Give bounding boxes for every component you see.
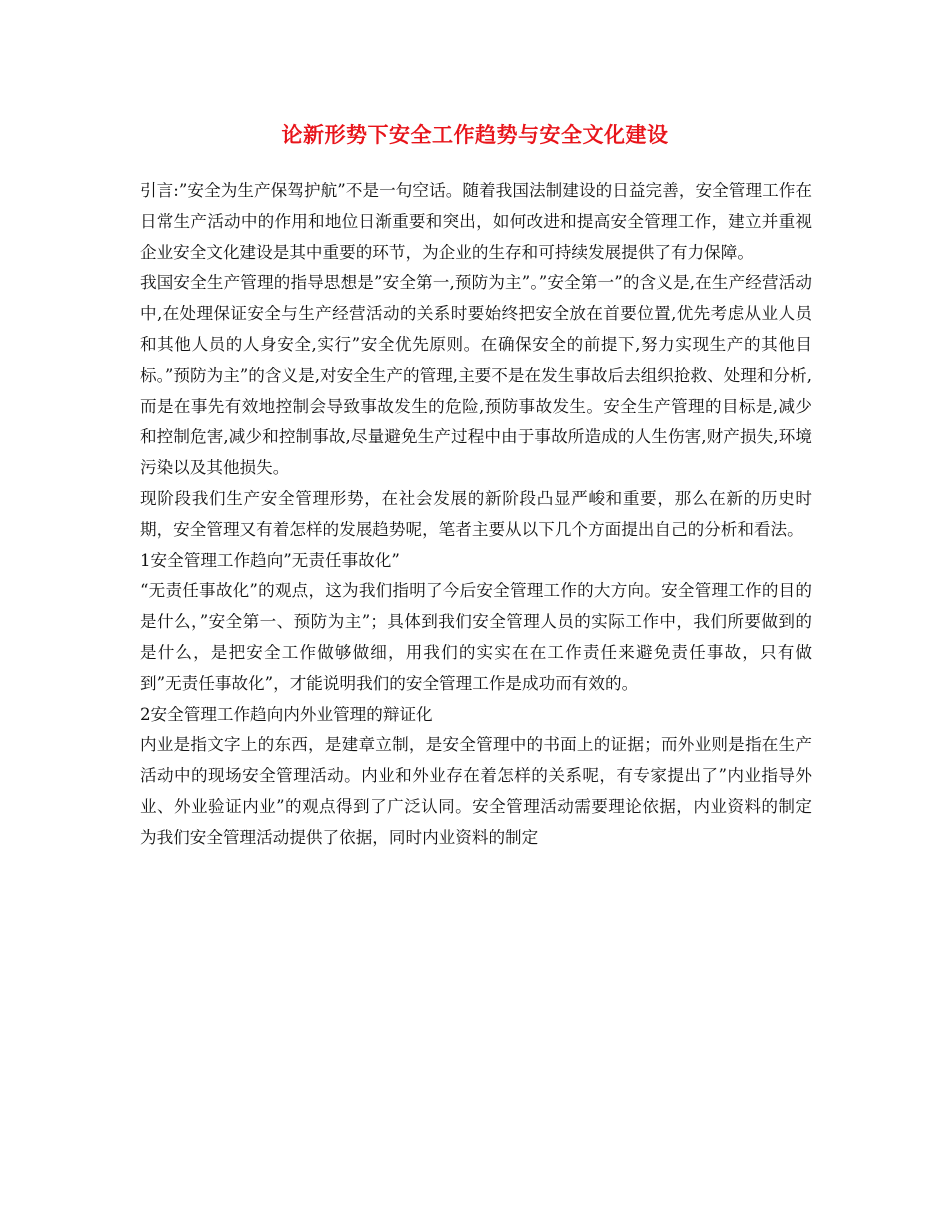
current-situation-paragraph: 现阶段我们生产安全管理形势，在社会发展的新阶段凸显严峻和重要，那么在新的历史时期，安全管理又有着怎样的发展趋势呢，笔者主要从以下几个方面提出自己的分析和看法。	[140, 488, 812, 539]
section-1-paragraph: “无责任事故化”的观点，这为我们指明了今后安全管理工作的大方向。安全管理工作的目的是什么，”安全第一、预防为主”；具体到我们安全管理人员的实际工作中，我们所要做到的是什么，是把安全工作做够做细，用我们的实实在在工作责任来避免责任事故，只有做到”无责任事故化”，才能说明我们的安全管理工作是成功而有效的。	[140, 581, 812, 693]
document-title: 论新形势下安全工作趋势与安全文化建设	[281, 123, 669, 147]
intro-paragraph: 引言:”安全为生产保驾护航”不是一句空话。随着我国法制建设的日益完善，安全管理工作在日常生产活动中的作用和地位日渐重要和突出，如何改进和提高安全管理工作，建立并重视企业安全文化建设是其中重要的环节，为企业的生存和可持续发展提供了有力保障。	[140, 181, 812, 262]
section-heading-1: 1安全管理工作趋向”无责任事故化”	[140, 550, 400, 570]
guiding-principle-paragraph: 我国安全生产管理的指导思想是”安全第一,预防为主”。”安全第一”的含义是,在生产经营活动中,在处理保证安全与生产经营活动的关系时要始终把安全放在首要位置,优先考虑从业人员和其他人员的人身安全,实行”安全优先原则。在确保安全的前提下,努力实现生产的其他目标。”预防为主”的含义是,对安全生产的管理,主要不是在发生事故后去组织抢救、处理和分析,而是在事先有效地控制会导致事故发生的危险,预防事故发生。安全生产管理的目标是,减少和控制危害,减少和控制事故,尽量避免生产过程中由于事故所造成的人生伤害,财产损失,环境污染以及其他损失。	[140, 273, 812, 478]
document-body	[140, 176, 812, 854]
section-heading-2: 2安全管理工作趋向内外业管理的辩证化	[140, 704, 433, 724]
section-2-paragraph: 内业是指文字上的东西，是建章立制，是安全管理中的书面上的证据；而外业则是指在生产活动中的现场安全管理活动。内业和外业存在着怎样的关系呢，有专家提出了”内业指导外业、外业验证内业”的观点得到了广泛认同。安全管理活动需要理论依据，内业资料的制定为我们安全管理活动提供了依据，同时内业资料的制定	[140, 735, 812, 847]
